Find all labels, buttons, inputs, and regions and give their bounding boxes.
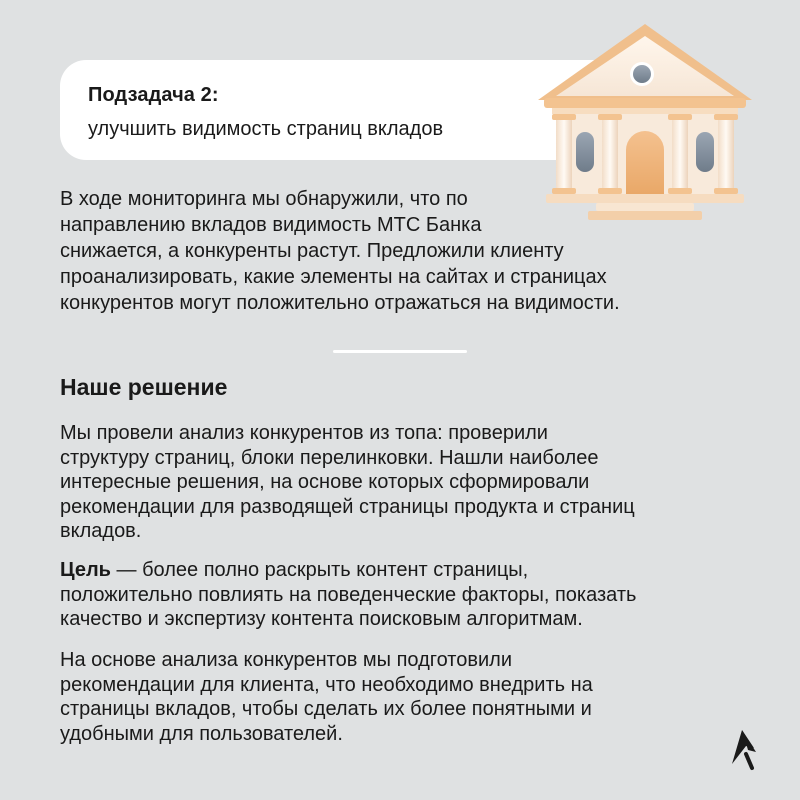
paragraph-line: Мы провели анализ конкурентов из топа: проверили xyxy=(60,422,548,444)
brand-logo-icon xyxy=(726,724,762,772)
intro-line: направлению вкладов видимость МТС Банка xyxy=(60,214,482,236)
subtask-subtitle: улучшить видимость страниц вкладов xyxy=(88,118,444,140)
solution-paragraph-1 xyxy=(60,421,750,544)
paragraph-line: На основе анализа конкурентов мы подготовили xyxy=(60,649,513,671)
goal-paragraph xyxy=(60,558,750,632)
paragraph-line xyxy=(60,558,750,583)
intro-line: конкурентов могут положительно отражаться на видимости. xyxy=(60,292,620,314)
paragraph-line: страницы вкладов, чтобы сделать их более понятными и xyxy=(60,698,592,720)
goal-label: Цель xyxy=(60,559,111,581)
paragraph-line: интересные решения, на основе которых сформировали xyxy=(60,471,590,493)
intro-line: В ходе мониторинга мы обнаружили, что по xyxy=(60,188,468,210)
intro-line: проанализировать, какие элементы на сайтах и страницах xyxy=(60,266,607,288)
paragraph-line: рекомендации для клиента, что необходимо внедрить на xyxy=(60,673,593,696)
paragraph-line: вкладов. xyxy=(60,520,142,542)
paragraph-line: структуру страниц, блоки перелинковки. Нашли наиболее xyxy=(60,446,599,469)
solution-heading: Наше решение xyxy=(60,374,228,400)
intro-line: снижается, а конкуренты растут. Предложили клиенту xyxy=(60,240,564,262)
intro-paragraph xyxy=(60,186,740,316)
paragraph-line: положительно повлиять на поведенческие факторы, показать xyxy=(60,583,637,606)
subtask-title: Подзадача 2: xyxy=(88,84,219,106)
paragraph-line: качество и экспертизу контента поисковым алгоритмам. xyxy=(60,608,583,630)
paragraph-line: удобными для пользователей. xyxy=(60,722,343,745)
goal-text: — более полно раскрыть контент страницы, xyxy=(110,559,529,581)
solution-paragraph-3 xyxy=(60,648,750,746)
paragraph-line: рекомендации для разводящей страницы продукта и страниц xyxy=(60,495,635,518)
divider xyxy=(333,350,467,353)
